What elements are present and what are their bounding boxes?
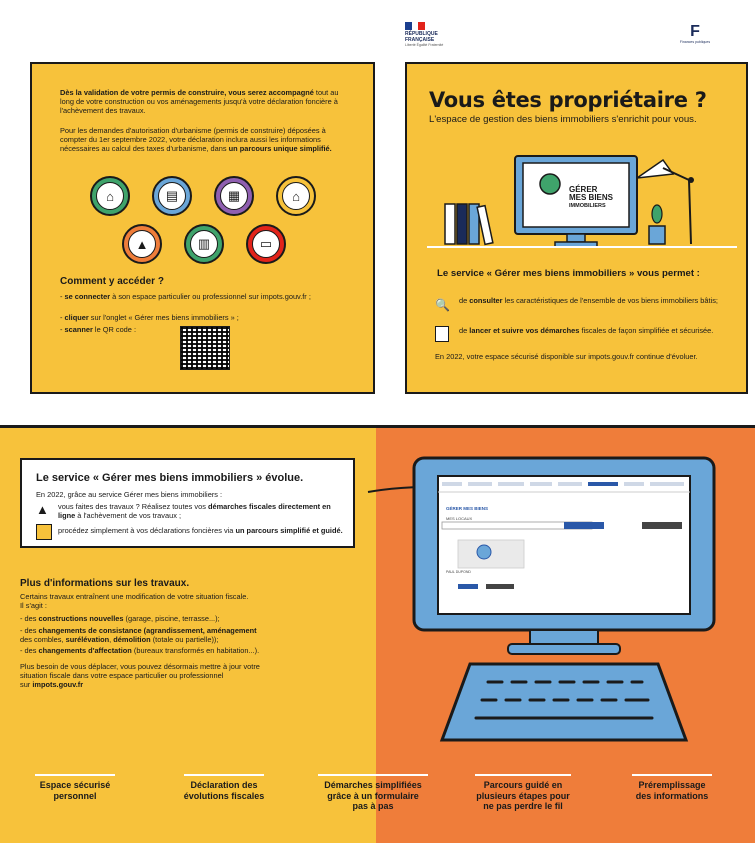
access-step-2: - cliquer sur l'onglet « Gérer mes biens immobiliers » ; [60, 313, 239, 322]
feature-preremplissage: Préremplissage des informations [612, 774, 732, 801]
access-step-1: - se connecter à son espace particulier ou professionnel sur impots.gouv.fr ; [60, 292, 311, 301]
travaux-outro: Plus besoin de vous déplacer, vous pouvez désormais mettre à jour votre situation fiscale dans votre espace particulier ou professionnel sur impots.gouv.fr [20, 662, 260, 689]
book-icon [457, 204, 467, 244]
house-icon: ⌂ [90, 176, 130, 216]
service-item-consult: de consulter les caractéristiques de l'ensemble de vos biens immobiliers bâtis; [459, 296, 718, 305]
garage-icon: ▭ [246, 224, 286, 264]
intro-paragraph-2: Pour les demandes d'autorisation d'urbanisme (permis de construire) déposées à compter du 1er septembre 2022, votre déclaration inclura aussi les informations nécessaires au calcul des taxes d'urbanisme, dans un parcours unique simplifié. [60, 126, 332, 153]
republique-text: RÉPUBLIQUE FRANÇAISE [405, 31, 438, 43]
dgfip-text: Finances publiques [679, 40, 711, 44]
access-step-3: - scanner le QR code : [60, 325, 137, 334]
devise-text: Liberté Égalité Fraternité [405, 43, 444, 47]
cone-icon: ▲ [36, 502, 49, 517]
right-panel [405, 62, 748, 394]
french-flag-icon [405, 22, 425, 30]
travaux-bullet-3: - des changements d'affectation (bureaux transformés en habitation...). [20, 646, 260, 655]
feature-demarches: Démarches simplifiées grâce à un formulaire pas à pas [308, 774, 438, 812]
service-item-demarches: de lancer et suivre vos démarches fiscales de façon simplifiée et sécurisée. [459, 326, 714, 335]
mock-screen-sub: MES LOCAUX [446, 516, 473, 521]
page-title: Vous êtes propriétaire ? [429, 88, 707, 112]
service-title: Le service « Gérer mes biens immobiliers » vous permet : [437, 268, 700, 279]
mock-screen-owner: PAUL DUPOND [446, 570, 471, 574]
document-icon [36, 524, 52, 540]
travaux-title: Plus d'informations sur les travaux. [20, 578, 190, 589]
dgfip-logo [660, 24, 730, 46]
intro-paragraph-1: Dès la validation de votre permis de construire, vous serez accompagné tout au long de votre construction ou vos aménagements jusqu'à votre déclaration foncière à l'achèvement des travaux. [60, 88, 339, 115]
shop-icon: ▦ [214, 176, 254, 216]
dgfip-mark-icon: F [690, 23, 700, 40]
document-icon [435, 326, 449, 342]
travaux-intro: Certains travaux entraînent une modification de votre situation fiscale. Il s'agit : [20, 592, 249, 610]
access-title: Comment y accéder ? [60, 276, 164, 287]
mock-screen-header: GÉRER MES BIENS [446, 506, 489, 511]
evolution-intro: En 2022, grâce au service Gérer mes biens immobiliers : [36, 490, 223, 499]
evolution-title: Le service « Gérer mes biens immobiliers » évolue. [36, 472, 304, 484]
evolution-box [20, 458, 355, 548]
barn-icon: ⌂ [276, 176, 316, 216]
lamp-icon [637, 160, 673, 178]
feature-parcours: Parcours guidé en plusieurs étapes pour ne pas perdre le fil [458, 774, 588, 812]
plant-icon [652, 205, 662, 223]
travaux-bullet-1: - des constructions nouvelles (garage, piscine, terrasse...); [20, 614, 220, 623]
house-icon [477, 545, 491, 559]
cone-icon: ▲ [122, 224, 162, 264]
qr-code[interactable] [180, 326, 230, 370]
building-icon: ▤ [152, 176, 192, 216]
feature-espace-securise: Espace sécurisé personnel [20, 774, 130, 801]
page-subtitle: L'espace de gestion des biens immobiliers s'enrichit pour vous. [429, 114, 697, 125]
magnifier-icon: 🔍 [435, 298, 450, 312]
service-footer: En 2022, votre espace sécurisé disponible sur impots.gouv.fr continue d'évoluer. [435, 352, 698, 361]
evolution-item-1: vous faites des travaux ? Réalisez toutes vos démarches fiscales directement en ligne à l'achèvement de vos travaux ; [58, 502, 331, 520]
apartment-icon: ▥ [184, 224, 224, 264]
house-icon [540, 174, 560, 194]
computer-illustration [412, 456, 718, 746]
travaux-bullet-2: - des changements de consistance (agrandissement, aménagement des combles, surélévation, démolition (totale ou partielle)); [20, 626, 257, 644]
republique-logo [405, 22, 455, 56]
screen-label: GÉRER MES BIENS IMMOBILIERS [569, 185, 614, 209]
plant-pot-icon [649, 226, 665, 244]
left-panel [30, 62, 375, 394]
feature-declaration: Déclaration des évolutions fiscales [162, 774, 286, 801]
evolution-item-2: procédez simplement à vos déclarations foncières via un parcours simplifié et guidé. [58, 526, 343, 535]
book-icon [445, 204, 455, 244]
keyboard-icon [442, 664, 686, 740]
